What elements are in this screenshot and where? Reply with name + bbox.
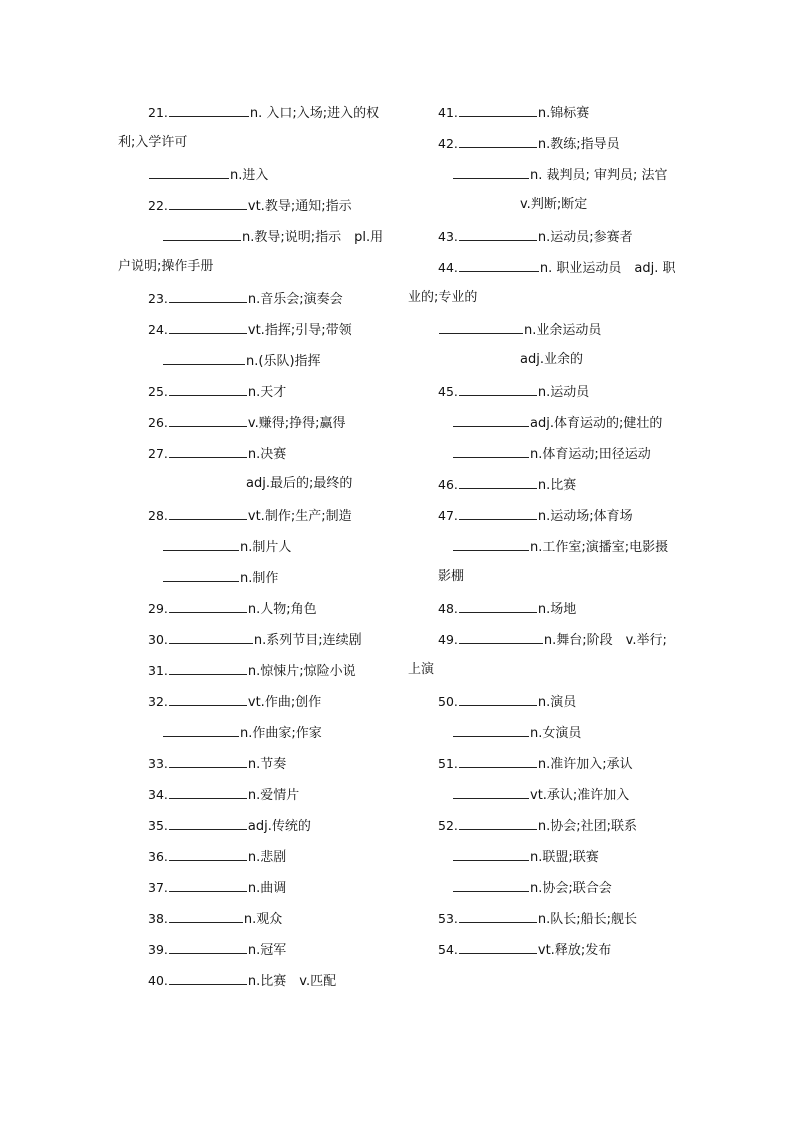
- definition-text: n.悲剧: [247, 850, 287, 865]
- vocab-line: [408, 721, 698, 752]
- answer-blank[interactable]: [459, 907, 537, 923]
- vocab-line: [408, 256, 698, 287]
- vocab-line: [408, 349, 698, 380]
- answer-blank[interactable]: [459, 225, 537, 241]
- vocab-line: [118, 473, 408, 504]
- definition-text: n. 入口;入场;进入的权: [249, 106, 380, 121]
- item-number: 27.: [148, 446, 168, 461]
- vocab-line: [408, 845, 698, 876]
- answer-blank[interactable]: [169, 907, 243, 923]
- item-number: 45.: [438, 384, 458, 399]
- answer-blank[interactable]: [453, 411, 529, 427]
- definition-text: n.协会;联合会: [530, 881, 612, 896]
- vocab-line: [408, 101, 698, 132]
- definition-text: n.冠军: [247, 943, 287, 958]
- item-number: 28.: [148, 508, 168, 523]
- definition-text: vt.指挥;引导;带领: [247, 323, 352, 338]
- answer-blank[interactable]: [453, 783, 529, 799]
- answer-blank[interactable]: [163, 566, 239, 582]
- definition-text: n.协会;社团;联系: [537, 819, 638, 834]
- vocab-line: [408, 752, 698, 783]
- answer-blank[interactable]: [169, 659, 247, 675]
- answer-blank[interactable]: [169, 318, 247, 334]
- vocab-line: [408, 597, 698, 628]
- vocab-line: [118, 535, 408, 566]
- item-number: 25.: [148, 384, 168, 399]
- vocab-line: [118, 101, 408, 132]
- answer-blank[interactable]: [459, 132, 537, 148]
- definition-text: n.队长;船长;舰长: [537, 912, 638, 927]
- item-number: 41.: [438, 105, 458, 120]
- answer-blank[interactable]: [459, 256, 539, 272]
- definition-text: n.女演员: [530, 726, 582, 741]
- vocab-line: [408, 318, 698, 349]
- definition-text: n.运动员: [537, 385, 590, 400]
- definition-text: n.演员: [537, 695, 577, 710]
- item-number: 43.: [438, 229, 458, 244]
- vocab-line: [408, 504, 698, 535]
- definition-text: 业的;专业的: [408, 290, 478, 305]
- item-number: 42.: [438, 136, 458, 151]
- answer-blank[interactable]: [169, 504, 247, 520]
- vocab-line: [118, 132, 408, 163]
- vocab-line: [118, 597, 408, 628]
- item-number: 30.: [148, 632, 168, 647]
- item-number: 34.: [148, 787, 168, 802]
- vocab-line: [118, 659, 408, 690]
- definition-text: n.爱情片: [247, 788, 300, 803]
- vocab-line: [118, 566, 408, 597]
- vocab-line: [408, 628, 698, 659]
- item-number: 39.: [148, 942, 168, 957]
- item-number: 32.: [148, 694, 168, 709]
- vocab-line: [118, 969, 408, 1000]
- answer-blank[interactable]: [453, 163, 529, 179]
- vocab-line: [408, 163, 698, 194]
- definition-text: adj.最后的;最终的: [246, 476, 353, 491]
- definition-text: vt.承认;准许加入: [530, 788, 630, 803]
- item-number: 24.: [148, 322, 168, 337]
- vocab-line: [118, 783, 408, 814]
- definition-text: n. 裁判员; 审判员; 法官: [530, 168, 668, 183]
- vocab-line: [408, 659, 698, 690]
- definition-text: n.业余运动员: [524, 323, 602, 338]
- definition-text: 利;入学许可: [118, 135, 188, 150]
- answer-blank[interactable]: [459, 504, 537, 520]
- vocab-line: [118, 690, 408, 721]
- vocab-line: [118, 876, 408, 907]
- answer-blank[interactable]: [459, 690, 537, 706]
- vocab-line: [118, 380, 408, 411]
- item-number: 38.: [148, 911, 168, 926]
- item-number: 36.: [148, 849, 168, 864]
- answer-blank[interactable]: [169, 597, 247, 613]
- answer-blank[interactable]: [169, 969, 247, 985]
- vocab-line: [118, 256, 408, 287]
- definition-text: n.天才: [247, 385, 287, 400]
- definition-text: adj.业余的: [520, 352, 583, 367]
- definition-text: n.(乐队)指挥: [246, 354, 321, 369]
- vocab-line: [118, 504, 408, 535]
- definition-text: vt.作曲;创作: [247, 695, 322, 710]
- vocab-line: [118, 442, 408, 473]
- definition-text: adj.体育运动的;健壮的: [530, 416, 663, 431]
- definition-text: vt.教导;通知;指示: [247, 199, 352, 214]
- definition-text: adj.传统的: [247, 819, 311, 834]
- definition-text: n.音乐会;演奏会: [247, 292, 343, 307]
- vocab-line: [118, 628, 408, 659]
- definition-text: n.节奏: [247, 757, 287, 772]
- definition-text: 上演: [408, 662, 435, 677]
- answer-blank[interactable]: [169, 814, 247, 830]
- answer-blank[interactable]: [169, 194, 247, 210]
- vocab-line: [408, 380, 698, 411]
- vocab-line: [118, 907, 408, 938]
- definition-text: n.系列节目;连续剧: [253, 633, 362, 648]
- definition-text: n.锦标赛: [537, 106, 590, 121]
- answer-blank[interactable]: [163, 225, 241, 241]
- definition-text: n.曲调: [247, 881, 287, 896]
- vocab-line: [408, 814, 698, 845]
- vocab-line: [408, 442, 698, 473]
- definition-text: n.进入: [230, 168, 269, 183]
- item-number: 49.: [438, 632, 458, 647]
- definition-text: n.运动员;参赛者: [537, 230, 633, 245]
- vocab-line: [118, 318, 408, 349]
- definition-text: n.舞台;阶段 v.举行;: [543, 633, 667, 648]
- vocab-line: [118, 163, 408, 194]
- definition-text: 影棚: [438, 569, 465, 584]
- item-number: 44.: [438, 260, 458, 275]
- answer-blank[interactable]: [459, 597, 537, 613]
- vocab-line: [408, 783, 698, 814]
- vocab-line: [118, 845, 408, 876]
- answer-blank[interactable]: [163, 721, 239, 737]
- answer-blank[interactable]: [149, 163, 229, 179]
- answer-blank[interactable]: [439, 318, 523, 334]
- item-number: 33.: [148, 756, 168, 771]
- answer-blank[interactable]: [169, 845, 247, 861]
- vocab-line: [118, 349, 408, 380]
- vocab-line: [408, 411, 698, 442]
- item-number: 52.: [438, 818, 458, 833]
- answer-blank[interactable]: [163, 535, 239, 551]
- definition-text: n.比赛: [537, 478, 577, 493]
- vocab-line: [408, 690, 698, 721]
- item-number: 50.: [438, 694, 458, 709]
- vocab-line: [118, 938, 408, 969]
- vocab-line: [408, 132, 698, 163]
- item-number: 31.: [148, 663, 168, 678]
- definition-text: n.工作室;演播室;电影摄: [530, 540, 669, 555]
- item-number: 48.: [438, 601, 458, 616]
- item-number: 37.: [148, 880, 168, 895]
- definition-text: n.比赛 v.匹配: [247, 974, 337, 989]
- definition-text: n.人物;角色: [247, 602, 317, 617]
- vocab-line: [408, 907, 698, 938]
- vocab-line: [408, 566, 698, 597]
- definition-text: v.赚得;挣得;赢得: [247, 416, 346, 431]
- item-number: 23.: [148, 291, 168, 306]
- item-number: 26.: [148, 415, 168, 430]
- answer-blank[interactable]: [169, 101, 249, 117]
- left-column: [118, 101, 408, 1000]
- answer-blank[interactable]: [453, 845, 529, 861]
- item-number: 21.: [148, 105, 168, 120]
- answer-blank[interactable]: [459, 473, 537, 489]
- vocab-line: [118, 225, 408, 256]
- answer-blank[interactable]: [169, 411, 247, 427]
- answer-blank[interactable]: [459, 380, 537, 396]
- vocab-line: [408, 287, 698, 318]
- definition-text: vt.制作;生产;制造: [247, 509, 352, 524]
- answer-blank[interactable]: [169, 783, 247, 799]
- definition-text: 户说明;操作手册: [118, 259, 214, 274]
- definition-text: n.制作: [240, 571, 279, 586]
- item-number: 51.: [438, 756, 458, 771]
- vocab-line: [408, 194, 698, 225]
- item-number: 53.: [438, 911, 458, 926]
- definition-text: n.教练;指导员: [537, 137, 620, 152]
- item-number: 29.: [148, 601, 168, 616]
- definition-text: n.制片人: [240, 540, 292, 555]
- answer-blank[interactable]: [453, 442, 529, 458]
- answer-blank[interactable]: [459, 628, 543, 644]
- item-number: 46.: [438, 477, 458, 492]
- definition-text: vt.释放;发布: [537, 943, 612, 958]
- vocab-line: [408, 876, 698, 907]
- vocab-line: [408, 225, 698, 256]
- definition-text: n.运动场;体育场: [537, 509, 633, 524]
- answer-blank[interactable]: [169, 752, 247, 768]
- answer-blank[interactable]: [459, 101, 537, 117]
- definition-text: n.决赛: [247, 447, 287, 462]
- answer-blank[interactable]: [169, 876, 247, 892]
- definition-text: n. 职业运动员 adj. 职: [539, 261, 676, 276]
- definition-text: n.惊悚片;惊险小说: [247, 664, 356, 679]
- definition-text: v.判断;断定: [520, 197, 588, 212]
- answer-blank[interactable]: [169, 938, 247, 954]
- right-column: [408, 101, 698, 969]
- answer-blank[interactable]: [169, 287, 247, 303]
- answer-blank[interactable]: [169, 442, 247, 458]
- answer-blank[interactable]: [459, 938, 537, 954]
- answer-blank[interactable]: [169, 690, 247, 706]
- vocab-line: [118, 814, 408, 845]
- answer-blank[interactable]: [459, 752, 537, 768]
- vocab-line: [118, 752, 408, 783]
- answer-blank[interactable]: [453, 721, 529, 737]
- item-number: 35.: [148, 818, 168, 833]
- vocab-line: [408, 938, 698, 969]
- item-number: 22.: [148, 198, 168, 213]
- answer-blank[interactable]: [163, 349, 245, 365]
- answer-blank[interactable]: [169, 628, 253, 644]
- answer-blank[interactable]: [169, 380, 247, 396]
- item-number: 47.: [438, 508, 458, 523]
- item-number: 40.: [148, 973, 168, 988]
- vocab-line: [118, 411, 408, 442]
- vocab-line: [118, 194, 408, 225]
- answer-blank[interactable]: [453, 876, 529, 892]
- vocab-line: [408, 473, 698, 504]
- definition-text: n.准许加入;承认: [537, 757, 633, 772]
- answer-blank[interactable]: [453, 535, 529, 551]
- vocab-line: [118, 721, 408, 752]
- definition-text: n.场地: [537, 602, 577, 617]
- item-number: 54.: [438, 942, 458, 957]
- definition-text: n.教导;说明;指示 pl.用: [242, 230, 384, 245]
- definition-text: n.联盟;联赛: [530, 850, 599, 865]
- vocab-line: [408, 535, 698, 566]
- definition-text: n.观众: [243, 912, 283, 927]
- definition-text: n.体育运动;田径运动: [530, 447, 651, 462]
- answer-blank[interactable]: [459, 814, 537, 830]
- definition-text: n.作曲家;作家: [240, 726, 322, 741]
- vocab-line: [118, 287, 408, 318]
